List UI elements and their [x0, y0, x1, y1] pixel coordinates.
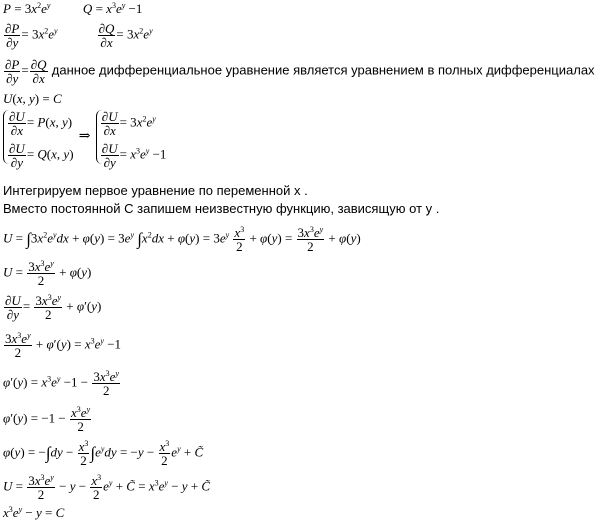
left-system: $\frac{\partial U}{\partial x}$ = P(x, y) $\frac{\partial U}{\partial y}$ = Q(x, y): [3, 110, 74, 164]
right-system: $\frac{\partial U}{\partial x}$ = $3x^2e^y$ $\frac{\partial U}{\partial y}$ = $x^3e^y -1$: [96, 110, 167, 164]
equation-u-final: U = $\frac{3x^3e^y}{2}$ − y − $\frac{x^3}{2}$ $e^y$ + C̃ = $x^3e^y - y$ + C̃: [3, 473, 211, 502]
given-p-q: $P = 3x^2e^y$ $Q = x^3e^y -1$: [3, 1, 143, 16]
equation-u-integration: $U = \int 3x^2e^ydx + \varphi(y) = 3e^y$ $\int x^2dx + \varphi(y) = 3e^y$ $\frac{x^3}{2}$ + φ(y) = $\frac{3x^3e^y}{2}$ + φ(y): [3, 225, 361, 254]
equation-du-dy: $\frac{\partial U}{\partial y}$ = $\frac{3x^3e^y}{2}$ + φ′(y): [5, 293, 102, 322]
implies-arrow: ⇒: [78, 129, 91, 144]
partial-derivatives: $\frac{\partial P}{\partial y}$ = $3x^2e^y$ $\frac{\partial Q}{\partial x}$ = $3x^2e^y$: [5, 21, 153, 50]
text-integrate: Интегрируем первое уравнение по переменной x .: [3, 183, 308, 198]
exactness-statement: $\frac{\partial P}{\partial y}$ = $\frac{\partial Q}{\partial x}$ данное дифференциальное уравнение является уравнением в полных дифференциалах: [5, 57, 595, 86]
system-of-equations: [3, 109, 167, 170]
u-definition: U(x, y) = C: [3, 91, 62, 106]
equation-u-short: U = $\frac{3x^3e^y}{2}$ + φ(y): [3, 259, 92, 288]
equation-phi-prime-1: $\varphi'(y) = x^3e^y -1$ − $\frac{3x^3e^y}{2}$: [3, 369, 120, 398]
equation-phi-prime-2: φ′(y) = −1 − $\frac{x^3e^y}{2}$: [3, 405, 91, 434]
equation-phi: φ(y) = −∫dy − $\frac{x^3}{2}$ $\int e^ydy = -y$ − $\frac{x^3}{2}$ $e^y$ + C̃: [3, 439, 204, 468]
exactness-text: данное дифференциальное уравнение является уравнением в полных дифференциалах: [51, 62, 595, 78]
final-answer: $x^3e^y - y = C$: [3, 505, 65, 520]
text-replace-constant: Вместо постоянной C запишем неизвестную функцию, зависящую от y .: [3, 201, 440, 216]
equation-substitution: $\frac{3x^3e^y}{2}$ + $\varphi'(y) = x^3e^y -1$: [5, 331, 122, 360]
